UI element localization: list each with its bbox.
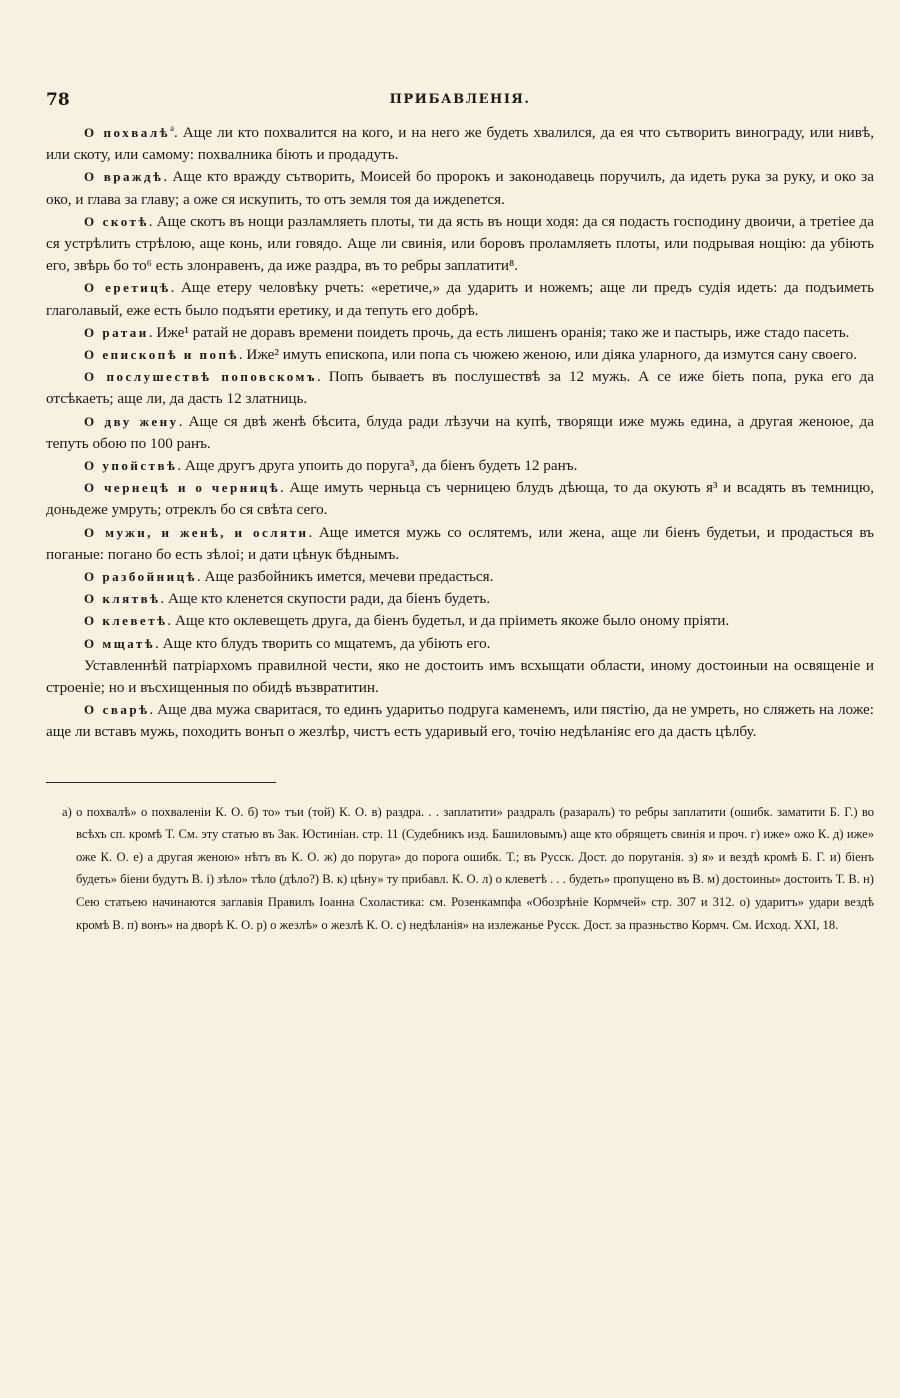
paragraph: О похвалѣ$^а$. Аще ли кто похвалится на кого, и на него же будеть хвалился, да ея что сътворить винограду, или нивѣ, или скоту, или самому: похвалника біють и продадуть. [46,122,874,164]
footnotes [46,801,874,937]
paragraph: О скотѣ. Аще скотъ въ нощи разламляеть плоты, ти да ясть въ нощи ходя: да ся подасть господину двоичи, а третіее да ся устрѣлить стрѣлою, аще конь, или говядо. Аще ли свинія, или боровъ проламляеть плоты, или подрывая нощію: да убіють его, звѣрь бо то⁶ есть злонравенъ, да иже раздра, въ то ребры заплатити⁸. [46,212,874,275]
footnote-divider [46,782,276,783]
paragraph: О сварѣ. Аще два мужа сваритася, то единъ ударитьо подруга каменемъ, или пястію, да не умреть, но сляжеть на ложе: аще ли вставъ мужь, походить вонъп о жезлѣр, чистъ есть ударивый его, точію недѣланіяс его да дасть цѣлбу. [46,701,874,741]
paragraph: О ратаи. Иже¹ ратай не доравъ времени поидеть прочь, да есть лишенъ оранія; тако же и пастырь, иже стадо пасеть. [84,323,850,341]
paragraph: О епископѣ и попѣ. Иже² имуть епископа, или попа съ чюжею женою, или діяка уларного, да измутся сану своего. [84,346,858,364]
paragraph: О клеветѣ. Аще кто оклевещеть друга, да біенъ будетьл, и да пріиметь якоже было оному пріяти. [84,612,730,630]
paragraph: О враждѣ. Аще кто вражду сътворить, Моисей бо пророкъ и законодавець поручилъ, да идеть рука за руку, и око за око, и глава за главу; а оже ся искупить, то отъ земля тоя да иждenется. [46,168,874,208]
paragraph: О послушествѣ поповскомъ. Попъ бываетъ въ послушествѣ за 12 мужь. А се иже біеть попа, рука его да отсѣкаеть; аще ли, да дасть 12 златниць. [46,368,874,408]
paragraph: Уставленнѣй патріархомъ правилной чести, яко не достоить имъ всхыщати области, иному достоиныи на освященіе и строеніе; но и въсхищенныя по обидѣ възвратитин. [46,656,874,697]
paragraph: О чернецѣ и о черницѣ. Аще имуть черньца съ черницею блудъ дѣюща, то да окують я³ и всадять въ темницю, доньдеже умруть; отреклъ бо ся свѣта сего. [46,479,874,519]
paragraph: О дву жену. Аще ся двѣ женѣ бѣсита, блуда ради лѣзучи на купѣ, творящи иже мужь едина, а другая женоюе, да тепуть обою по 100 ранъ. [46,412,875,452]
paragraph: О мужи, и женѣ, и осляти. Аще имется мужь со ослятемъ, или жена, аще ли біенъ будетьи, и продасться въ поганые: погано бо есть зѣлоі; и дати цѣнук бѣднымъ. [46,523,874,563]
main-text [46,122,874,744]
footnote-text: а) о похвалѣ» о похваленіи К. О. б) то» тъи (той) К. О. в) раздра. . . заплатити» раздралъ (разаралъ) то ребры заплатити (ошибк. заматити Б. Г.) во всѣхъ сп. кромѣ Т. См. эту статью въ Зак. Юстиніан. стр. 11 (Судебникъ изд. Башиловымъ) аще кто обрящетъ свинія и проч. г) иже» ожо К. д) иже» оже К. О. е) а другая женою» нѣтъ въ К. О. ж) до поруга» до порога ошибк. Т.; въ Русск. Дост. до поруганія. з) я» и вездѣ кромѣ Б. Г. и) біенъ будеть» біени будутъ В. і) зѣло» тѣло (дѣло?) В. к) цѣну» ту прибавл. К. О. л) о клеветѣ . . . будеть» пропущено въ В. м) достоины» достоить Т. В. н) Сею статьею начинаются заглавія Правилъ Іоанна Схоластика: см. Розенкампфа «Обозрѣніе Кормчей» стр. 307 и 312. о) ударитъ» удари вездѣ кромѣ В. п) вонъ» на дворѣ К. О. р) о жезлѣ» о жезлѣ К. О. с) недѣланія» на излежанье Русск. Дост. за празньство Кормч. См. Исход. XXI, 18. [62,804,874,932]
paragraph: О разбойницѣ. Аще разбойникъ имется, мечеви предасться. [84,568,494,586]
page-header [46,90,874,112]
paragraph: О упойствѣ. Аще другъ друга упоить до поруга³, да біенъ будеть 12 ранъ. [84,457,578,475]
paragraph: О клятвѣ. Аще кто кленется скупости ради, да біенъ будеть. [84,590,491,608]
page-number: 78 [46,90,70,110]
paragraph: О еретицѣ. Аще етеру человѣку рчеть: «еретиче,» да ударить и ножемъ; аще ли предъ судія идеть: да подъиметь глаголавый, еже есть было подъяти еретику, и да тепуть его добрѣ. [46,279,874,319]
paragraph: О мщатѣ. Аще кто блудъ творить со мщатемъ, да убіють его. [84,634,491,652]
running-title: ПРИБАВЛЕНІЯ. [389,92,531,107]
